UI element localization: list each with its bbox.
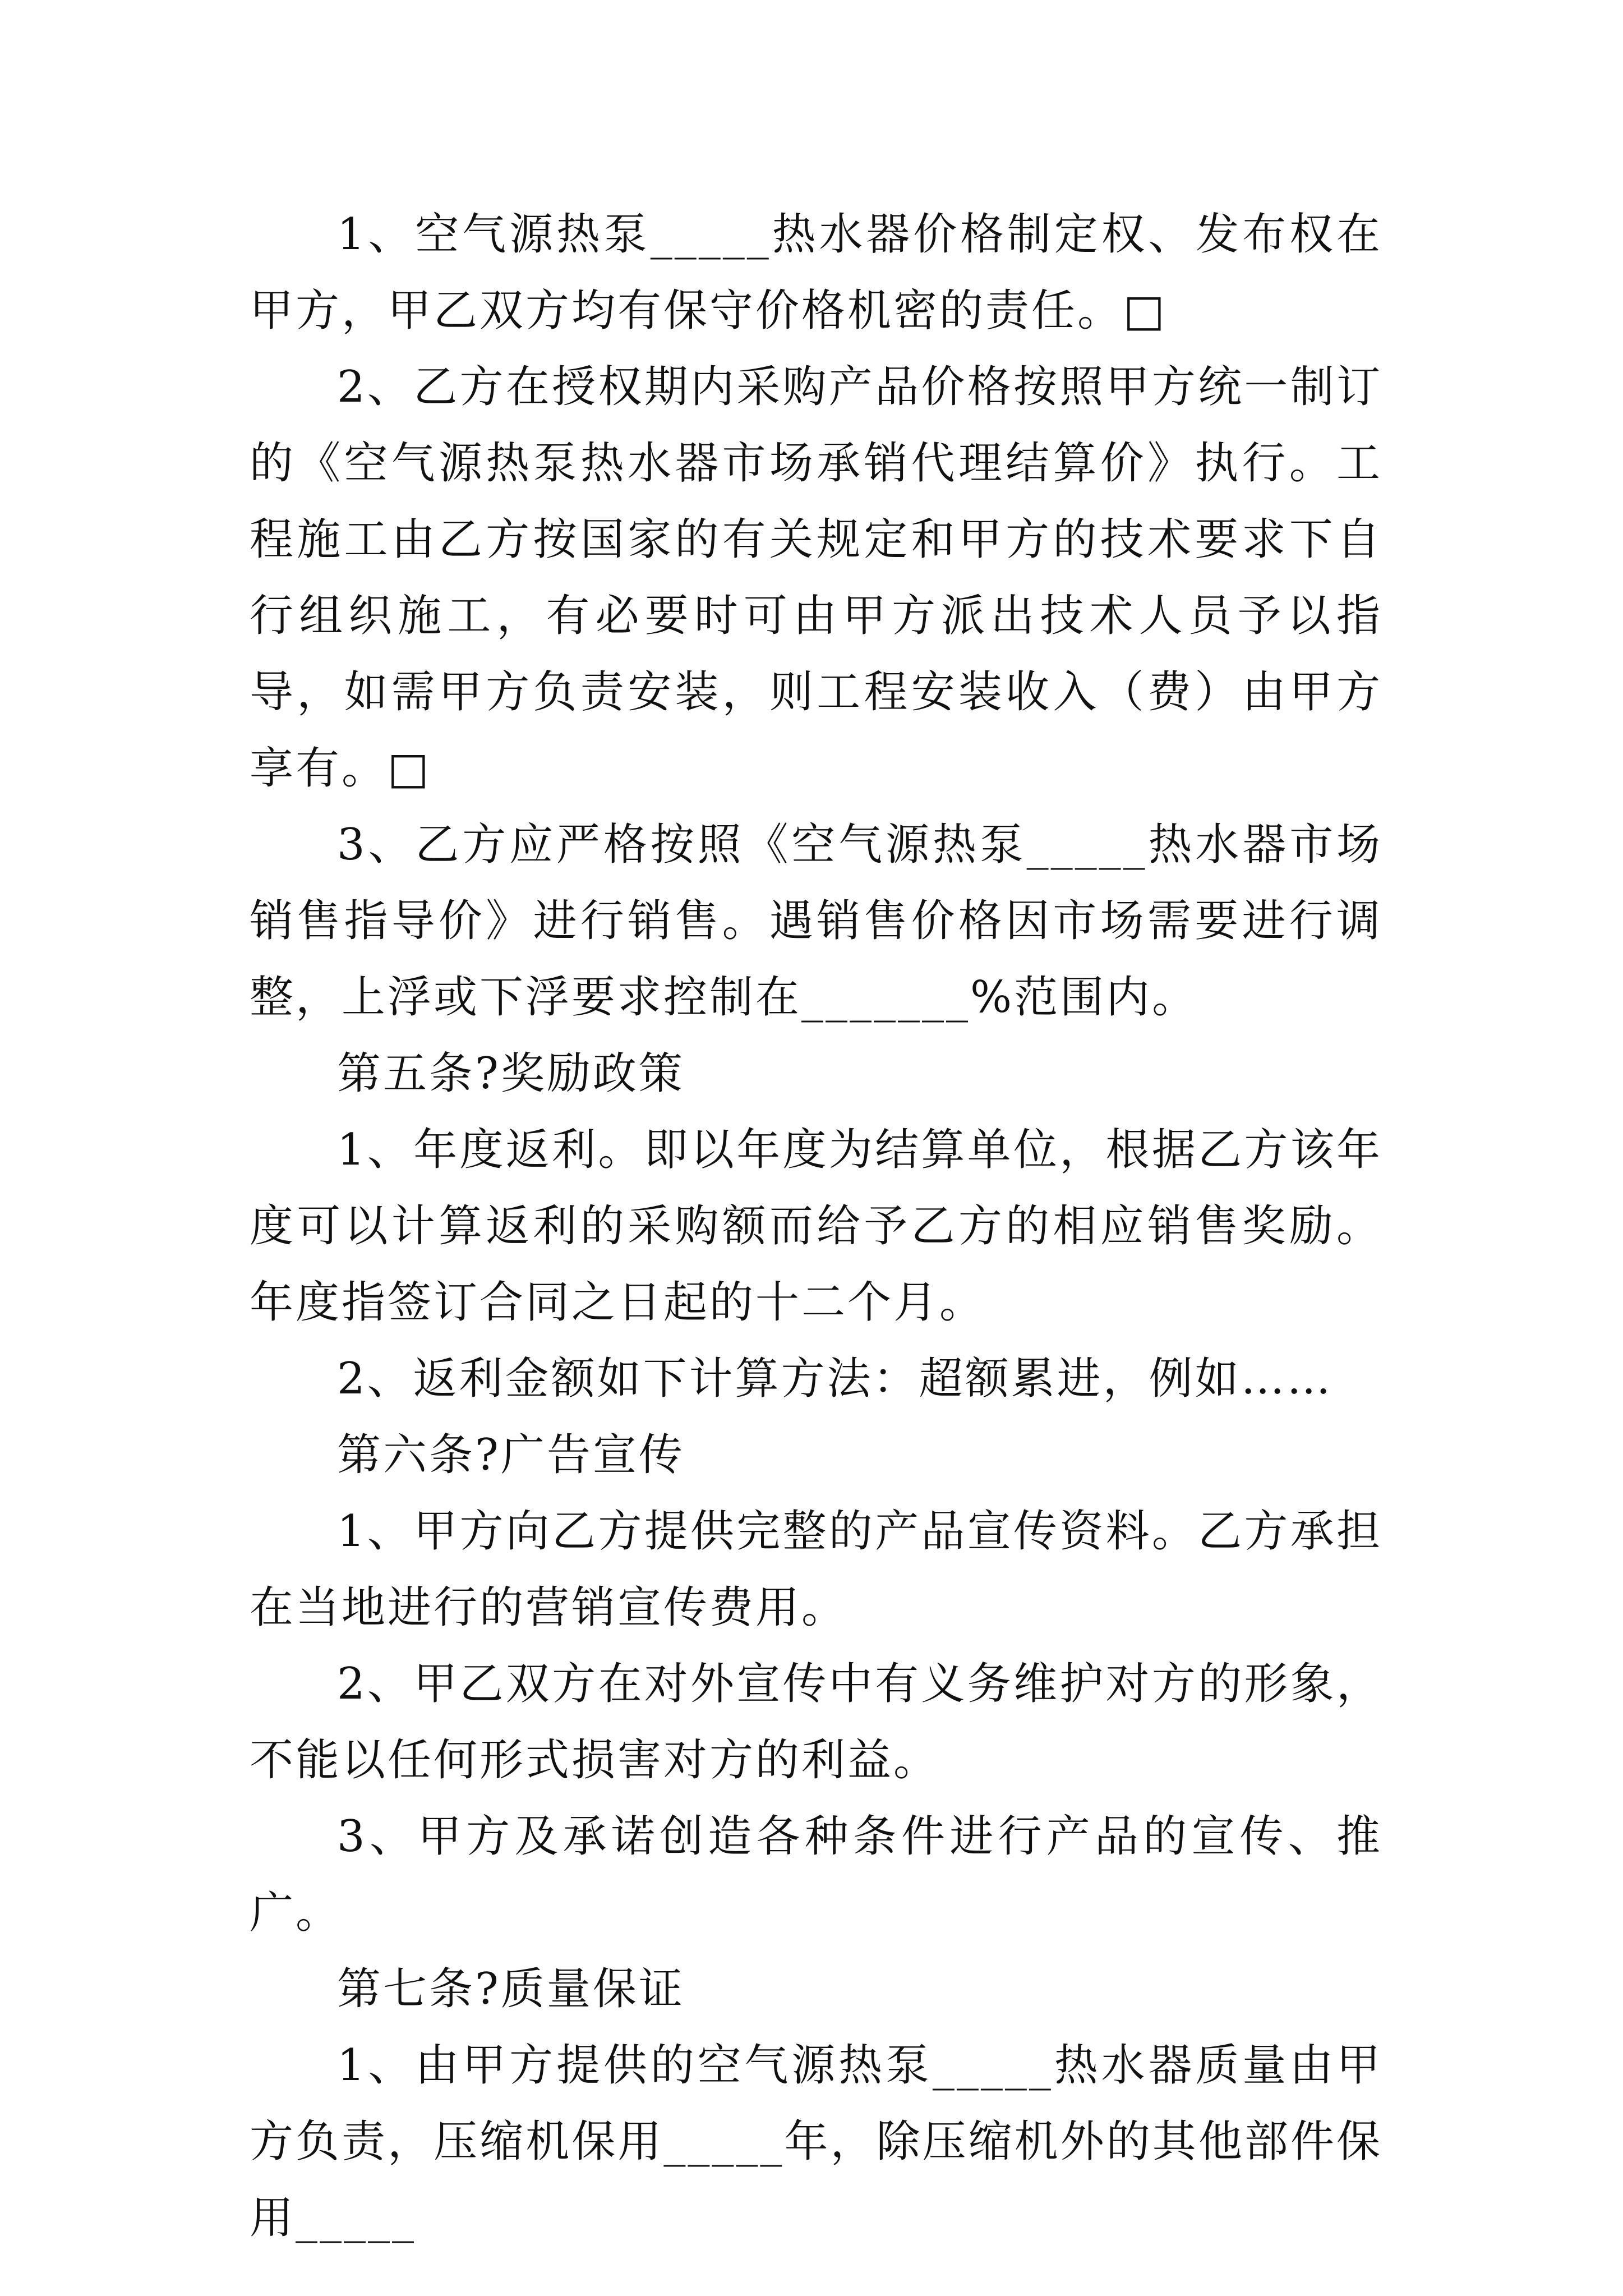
- heading-article-7: 第七条?质量保证: [337, 1964, 685, 2014]
- paragraph-quality-warranty: 1、由甲方提供的空气源热泵_____热水器质量由甲方负责，压缩机保用_____年，除压缩机外的其他部件保用_____: [250, 2040, 1382, 2243]
- paragraph-promotion-commitment: 3、甲方及承诺创造各种条件进行产品的宣传、推广。: [250, 1811, 1382, 1938]
- paragraph-sales-guide-price: 3、乙方应严格按照《空气源热泵_____热水器市场销售指导价》进行销售。遇销售价格因市场需要进行调整，上浮或下浮要求控制在_______%范围内。: [250, 820, 1382, 1023]
- heading-article-5: 第五条?奖励政策: [337, 1048, 685, 1099]
- paragraph-mutual-image: 2、甲乙双方在对外宣传中有义务维护对方的形象，不能以任何形式损害对方的利益。: [250, 1659, 1382, 1786]
- heading-article-6: 第六条?广告宣传: [337, 1430, 685, 1480]
- paragraph-promo-materials: 1、甲方向乙方提供完整的产品宣传资料。乙方承担在当地进行的营销宣传费用。: [250, 1506, 1382, 1633]
- paragraph-price-rights: 1、空气源热泵_____热水器价格制定权、发布权在甲方，甲乙双方均有保守价格机密的责任。□: [250, 209, 1382, 336]
- paragraph-rebate-calculation: 2、返利金额如下计算方法：超额累进，例如……: [337, 1354, 1333, 1404]
- paragraph-purchase-price: 2、乙方在授权期内采购产品价格按照甲方统一制订的《空气源热泵热水器市场承销代理结算价》执行。工程施工由乙方按国家的有关规定和甲方的技术要求下自行组织施工，有必要时可由甲方派出技术人员予以指导，如需甲方负责安装，则工程安装收入（费）由甲方享有。□: [250, 362, 1382, 794]
- paragraph-annual-rebate: 1、年度返利。即以年度为结算单位，根据乙方该年度可以计算返利的采购额而给予乙方的相应销售奖励。年度指签订合同之日起的十二个月。: [250, 1125, 1382, 1328]
- document-body: [250, 196, 1382, 2256]
